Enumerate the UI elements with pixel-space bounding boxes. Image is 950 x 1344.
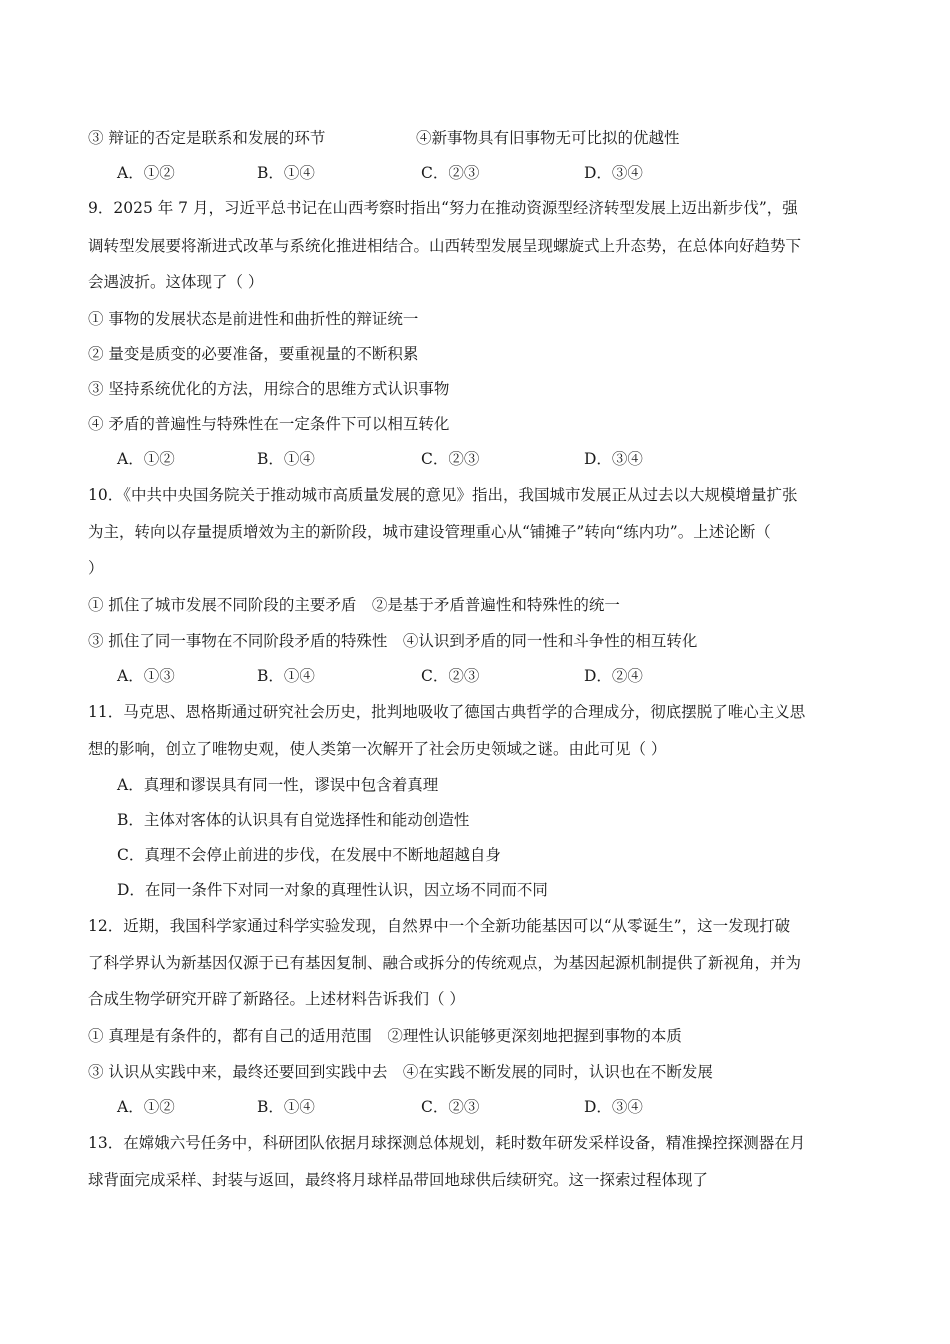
- option-b: B．①④: [257, 450, 315, 468]
- statement: ④新事物具有旧事物无可比拟的优越性: [416, 129, 680, 147]
- q11-choice-b: B．主体对客体的认识具有自觉选择性和能动创造性: [117, 811, 470, 829]
- q12-statement: ③ 认识从实践中来，最终还要回到实践中去 ④在实践不断发展的同时，认识也在不断发展: [88, 1063, 713, 1081]
- q9-statement: ① 事物的发展状态是前进性和曲折性的辩证统一: [88, 310, 419, 328]
- q10-statement: ③ 抓住了同一事物在不同阶段矛盾的特殊性 ④认识到矛盾的同一性和斗争性的相互转化: [88, 632, 698, 650]
- q11-stem-line: 11．马克思、恩格斯通过研究社会历史，批判地吸收了德国古典哲学的合理成分，彻底摆脱了唯心主义思: [88, 703, 806, 721]
- option-d: D．③④: [584, 450, 643, 468]
- q12-stem-line: 了科学界认为新基因仅源于已有基因复制、融合或拆分的传统观点，为基因起源机制提供了新视角，并为: [88, 954, 802, 972]
- q9-statement: ③ 坚持系统优化的方法，用综合的思维方式认识事物: [88, 380, 450, 398]
- q9-statement: ④ 矛盾的普遍性与特殊性在一定条件下可以相互转化: [88, 415, 450, 433]
- option-a: A．①②: [117, 1098, 175, 1116]
- option-d: D．②④: [584, 667, 643, 685]
- q12-stem-line: 12．近期，我国科学家通过科学实验发现，自然界中一个全新功能基因可以“从零诞生”，这一发现打破: [88, 917, 791, 935]
- option-b: B．①④: [257, 164, 315, 182]
- option-d: D．③④: [584, 164, 643, 182]
- q11-choice-d: D．在同一条件下对同一对象的真理性认识，因立场不同而不同: [117, 881, 548, 899]
- q12-stem-line: 合成生物学研究开辟了新路径。上述材料告诉我们（ ）: [88, 990, 465, 1008]
- option-b: B．①④: [257, 667, 315, 685]
- option-b: B．①④: [257, 1098, 315, 1116]
- statement: ③ 辩证的否定是联系和发展的环节: [88, 129, 326, 147]
- q10-stem-line: 10．《中共中央国务院关于推动城市高质量发展的意见》指出，我国城市发展正从过去以大规模增量扩张: [88, 486, 798, 504]
- q9-stem-line: 会遇波折。这体现了（ ）: [88, 273, 264, 291]
- option-d: D．③④: [584, 1098, 643, 1116]
- q9-statement: ② 量变是质变的必要准备，要重视量的不断积累: [88, 345, 419, 363]
- option-a: A．①②: [117, 450, 175, 468]
- q10-statement: ① 抓住了城市发展不同阶段的主要矛盾 ②是基于矛盾普遍性和特殊性的统一: [88, 596, 620, 614]
- q9-stem-line: 9．2025 年 7 月，习近平总书记在山西考察时指出“努力在推动资源型经济转型发展上迈出新步伐”，强: [88, 199, 798, 217]
- q10-stem-line: ）: [88, 559, 104, 577]
- q9-stem-line: 调转型发展要将渐进式改革与系统化推进相结合。山西转型发展呈现螺旋式上升态势，在总体向好趋势下: [88, 237, 802, 255]
- q11-choice-c: C．真理不会停止前进的步伐，在发展中不断地超越自身: [117, 846, 501, 864]
- q10-stem-line: 为主，转向以存量提质增效为主的新阶段，城市建设管理重心从“铺摊子”转向“练内功”。上述论断（: [88, 523, 771, 541]
- q11-choice-a: A．真理和谬误具有同一性，谬误中包含着真理: [117, 776, 439, 794]
- option-a: A．①③: [117, 667, 175, 685]
- option-c: C．②③: [421, 164, 480, 182]
- option-c: C．②③: [421, 1098, 480, 1116]
- option-a: A．①②: [117, 164, 175, 182]
- q12-statement: ① 真理是有条件的，都有自己的适用范围 ②理性认识能够更深刻地把握到事物的本质: [88, 1027, 682, 1045]
- option-c: C．②③: [421, 450, 480, 468]
- option-c: C．②③: [421, 667, 480, 685]
- q13-stem-line: 13．在嫦娥六号任务中，科研团队依据月球探测总体规划，耗时数年研发采样设备，精准操控探测器在月: [88, 1134, 806, 1152]
- q13-stem-line: 球背面完成采样、封装与返回，最终将月球样品带回地球供后续研究。这一探索过程体现了: [88, 1171, 709, 1189]
- q11-stem-line: 想的影响，创立了唯物史观，使人类第一次解开了社会历史领域之谜。由此可见（ ）: [88, 740, 667, 758]
